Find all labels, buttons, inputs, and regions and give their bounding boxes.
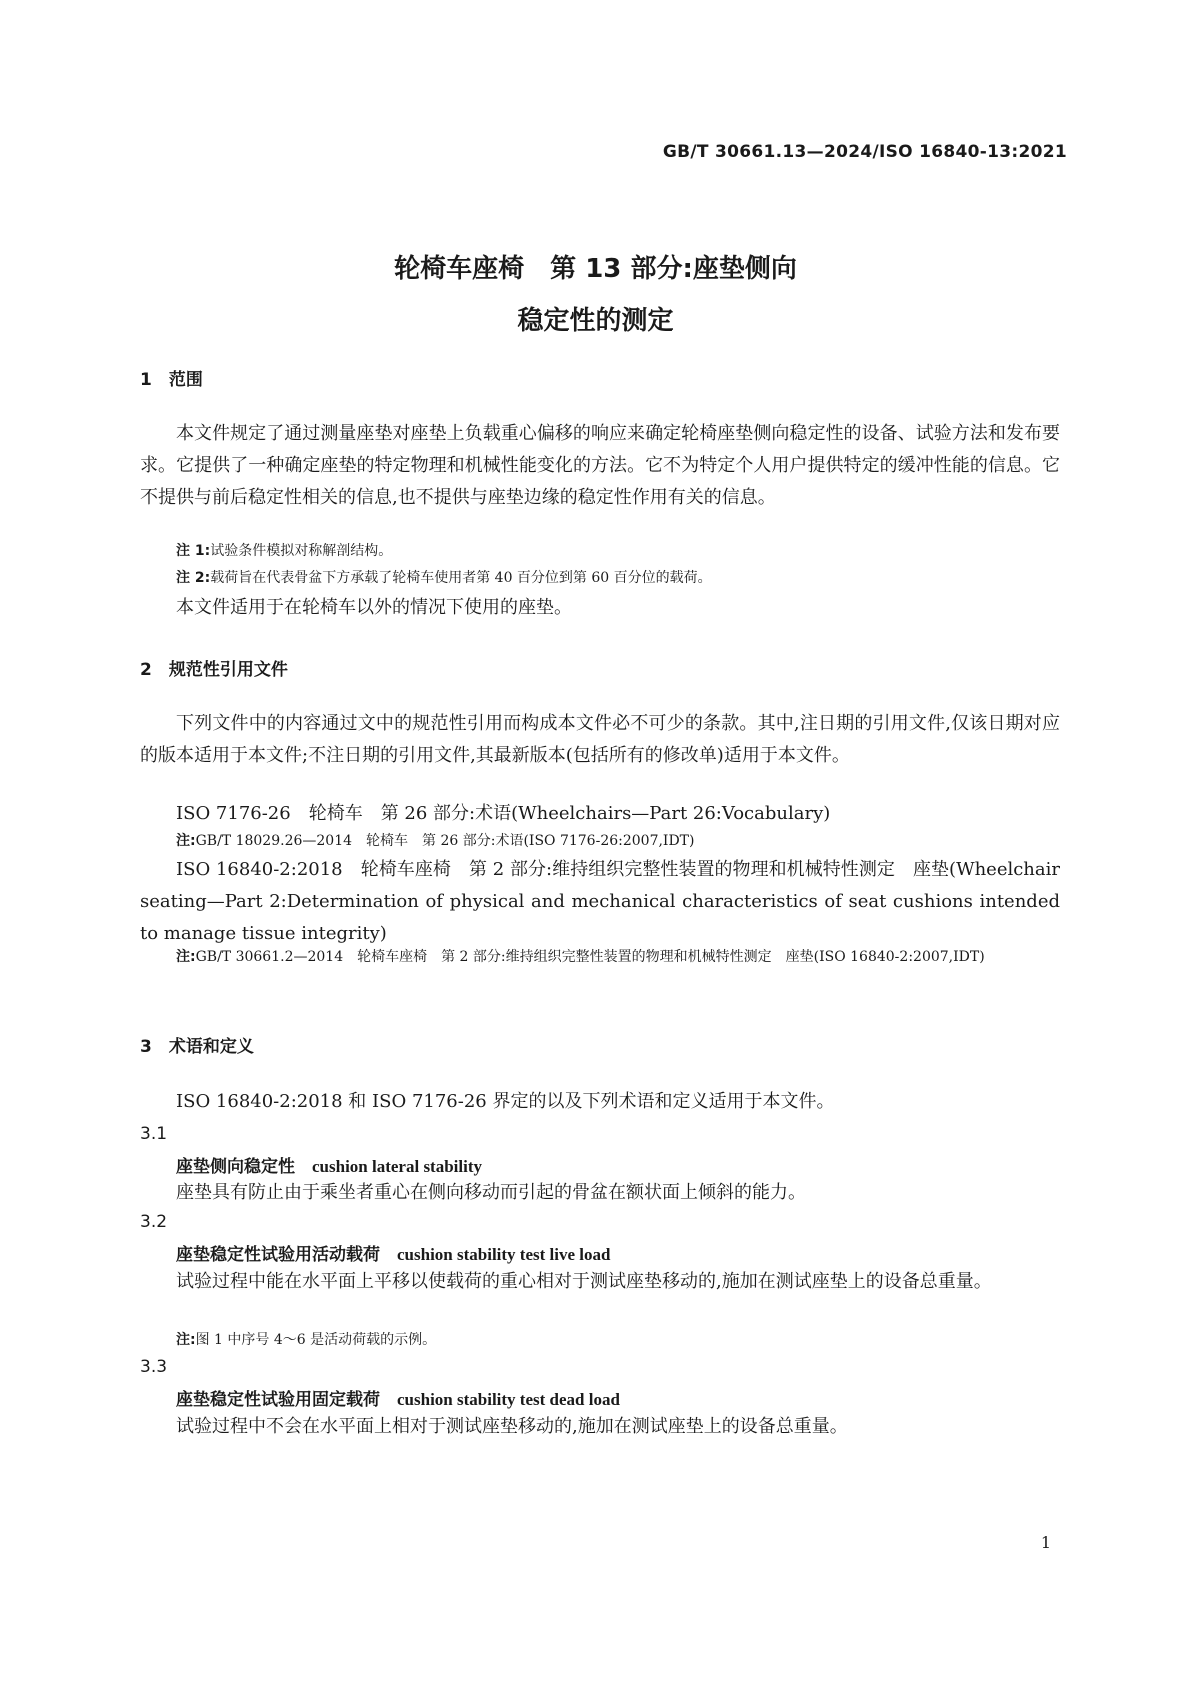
reference-2-note [176, 944, 1060, 971]
reference-2: ISO 16840-2:2018 轮椅车座椅 第 2 部分:维持组织完整性装置的物理和机械特性测定 座垫(Wheelchair seating—Part 2:Determination of physical and mechanical characteristics of seat cushions intended to manage tissue integrity) [140, 859, 1060, 944]
reference-1: ISO 7176-26 轮椅车 第 26 部分:术语(Wheelchairs—Part 26:Vocabulary) [176, 803, 831, 824]
term-3-2 [176, 1240, 610, 1265]
clause-number: 3.1 [140, 1124, 168, 1144]
term-cn: 座垫侧向稳定性 [176, 1157, 295, 1177]
title-line-1: 轮椅车座椅 第 13 部分:座垫侧向 [394, 254, 797, 284]
section-3-heading: 3 术语和定义 [140, 1037, 254, 1057]
note-2-text: 载荷旨在代表骨盆下方承载了轮椅车使用者第 40 百分位到第 60 百分位的载荷。 [210, 570, 712, 586]
term-en: cushion stability test live load [397, 1245, 611, 1264]
document-title [0, 243, 1191, 347]
page-number: 1 [1040, 1533, 1051, 1552]
term-note-label: 注: [176, 1332, 196, 1348]
term-definition: 座垫具有防止由于乘坐者重心在侧向移动而引起的骨盆在额状面上倾斜的能力。 [176, 1182, 806, 1203]
term-note-text: 图 1 中序号 4～6 是活动荷载的示例。 [195, 1332, 437, 1348]
term-3-2-note [176, 1327, 1060, 1354]
standard-code: GB/T 30661.13—2024/ISO 16840-13:2021 [662, 142, 1067, 162]
reference-1-note-text: GB/T 18029.26—2014 轮椅车 第 26 部分:术语(ISO 7176-26:2007,IDT) [195, 833, 695, 849]
term-cn: 座垫稳定性试验用活动载荷 [176, 1245, 380, 1265]
term-definition: 试验过程中能在水平面上平移以使载荷的重心相对于测试座垫移动的,施加在测试座垫上的设备总重量。 [176, 1271, 992, 1292]
reference-2-note-label: 注: [176, 949, 196, 965]
note-2 [176, 565, 1060, 592]
section-1-heading: 1 范围 [140, 370, 203, 390]
reference-1-note-label: 注: [176, 833, 196, 849]
reference-1-note [176, 828, 1060, 855]
term-definition: 试验过程中不会在水平面上相对于测试座垫移动的,施加在测试座垫上的设备总重量。 [176, 1416, 848, 1437]
section-2-paragraph: 下列文件中的内容通过文中的规范性引用而构成本文件必不可少的条款。其中,注日期的引用文件,仅该日期对应的版本适用于本文件;不注日期的引用文件,其最新版本(包括所有的修改单)适用于本文件。 [140, 713, 1060, 766]
term-en: cushion lateral stability [312, 1157, 483, 1176]
section-1-scope-paragraph: 本文件适用于在轮椅车以外的情况下使用的座垫。 [176, 597, 572, 618]
term-en: cushion stability test dead load [397, 1390, 620, 1409]
term-3-3 [176, 1385, 620, 1410]
note-1-label: 注 1: [176, 543, 211, 559]
term-3-1 [176, 1152, 482, 1177]
section-2-heading: 2 规范性引用文件 [140, 660, 288, 680]
note-2-label: 注 2: [176, 570, 211, 586]
section-3-intro: ISO 16840-2:2018 和 ISO 7176-26 界定的以及下列术语和定义适用于本文件。 [176, 1091, 835, 1112]
note-1-text: 试验条件模拟对称解剖结构。 [210, 543, 393, 559]
title-line-2: 稳定性的测定 [517, 306, 674, 336]
term-cn: 座垫稳定性试验用固定载荷 [176, 1390, 380, 1410]
reference-2-note-text: GB/T 30661.2—2014 轮椅车座椅 第 2 部分:维持组织完整性装置的物理和机械特性测定 座垫(ISO 16840-2:2007,IDT) [195, 949, 985, 965]
note-1 [176, 538, 1060, 565]
clause-number: 3.2 [140, 1212, 168, 1232]
section-1-paragraph: 本文件规定了通过测量座垫对座垫上负载重心偏移的响应来确定轮椅座垫侧向稳定性的设备、试验方法和发布要求。它提供了一种确定座垫的特定物理和机械性能变化的方法。它不为特定个人用户提供特定的缓冲性能的信息。它不提供与前后稳定性相关的信息,也不提供与座垫边缘的稳定性作用有关的信息。 [140, 423, 1060, 508]
clause-number: 3.3 [140, 1357, 168, 1377]
